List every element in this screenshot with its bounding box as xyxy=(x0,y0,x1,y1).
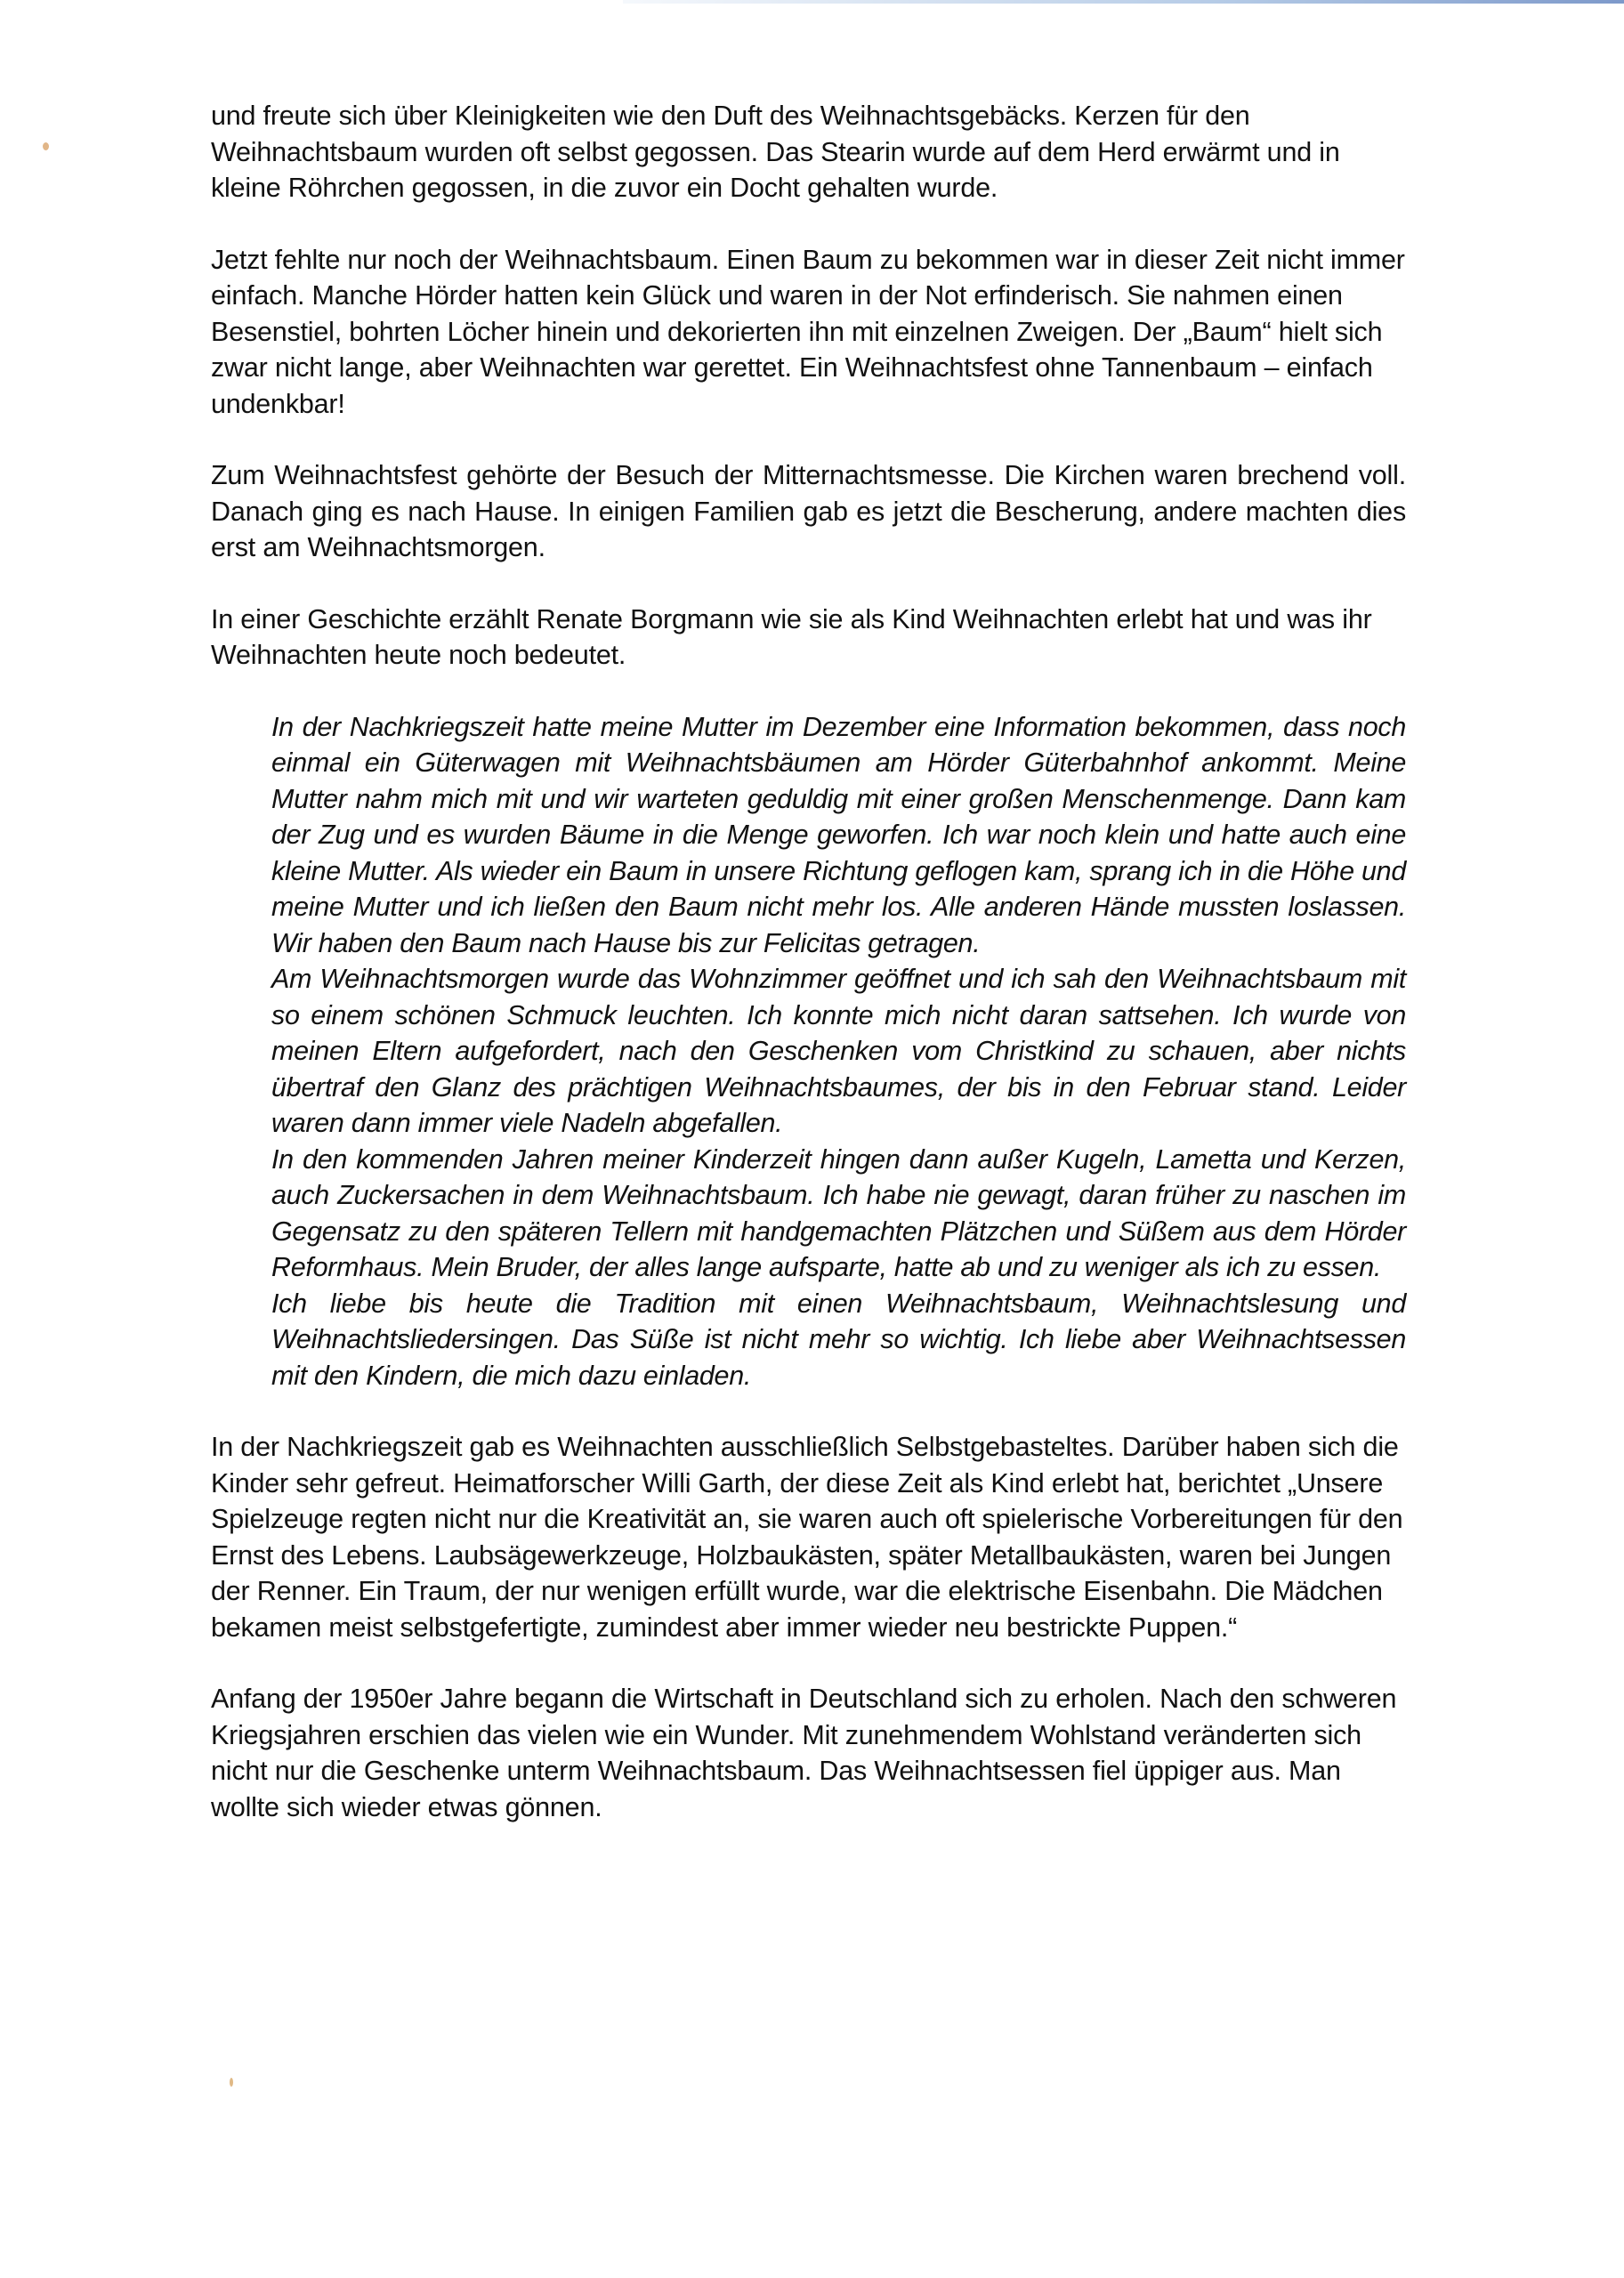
block-quote-renate-borgmann xyxy=(271,709,1406,1394)
paper-speck xyxy=(43,142,49,150)
paragraph-christmas-tree: Jetzt fehlte nur noch der Weihnachtsbaum. Einen Baum zu bekommen war in dieser Zeit nicht immer einfach. Manche Hörder hatten kein Glück und waren in der Not erfinderisch. Sie nahmen einen Besenstiel, bohrten Löcher hinein und dekorierten ihn mit einzelnen Zweigen. Der „Baum“ hielt sich zwar nicht lange, aber Weihnachten war gerettet. Ein Weihnachtsfest ohne Tannenbaum – einfach undenkbar! xyxy=(211,244,1405,419)
paper-speck xyxy=(230,2078,233,2087)
document-page xyxy=(211,98,1406,1861)
paragraph-midnight-mass: Zum Weihnachtsfest gehörte der Besuch der Mitternachtsmesse. Die Kirchen waren brechend voll. Danach ging es nach Hause. In einigen Familien gab es jetzt die Bescherung, andere machten dies erst am Weihnachtsmorgen. xyxy=(211,460,1406,562)
quote-paragraph-christmas-morning: Am Weihnachtsmorgen wurde das Wohnzimmer geöffnet und ich sah den Weihnachtsbaum mit so einem schönen Schmuck leuchten. Ich konnte mich nicht daran sattsehen. Ich wurde von meinen Eltern aufgefordert, nach den Geschenken vom Christkind zu schauen, aber nichts übertraf den Glanz des prächtigen Weihnachtsbaumes, der bis in den Februar stand. Leider waren dann immer viele Nadeln abgefallen. xyxy=(271,964,1406,1138)
quote-paragraph-train: In der Nachkriegszeit hatte meine Mutter im Dezember eine Information bekommen, dass noch einmal ein Güterwagen mit Weihnachtsbäumen am Hörder Güterbahnhof ankommt. Meine Mutter nahm mich mit und wir warteten geduldig mit einer großen Menschenmenge. Dann kam der Zug und es wurden Bäume in die Menge geworfen. Ich war noch klein und hatte auch eine kleine Mutter. Als wieder ein Baum in unsere Richtung geflogen kam, sprang ich in die Höhe und meine Mutter und ich ließen den Baum nicht mehr los. Alle anderen Hände mussten loslassen. Wir haben den Baum nach Hause bis zur Felicitas getragen. xyxy=(271,711,1406,958)
scan-edge-artifact xyxy=(623,0,1624,4)
quote-paragraph-sweets: In den kommenden Jahren meiner Kinderzeit hingen dann außer Kugeln, Lametta und Kerzen, auch Zuckersachen in dem Weihnachtsbaum. Ich habe nie gewagt, daran früher zu naschen im Gegensatz zu den späteren Tellern mit handgemachten Plätzchen und Süßem aus dem Hörder Reformhaus. Mein Bruder, der alles lange aufsparte, hatte ab und zu weniger als ich zu essen. xyxy=(271,1143,1406,1282)
paragraph-story-intro: In einer Geschichte erzählt Renate Borgmann wie sie als Kind Weihnachten erlebt hat und was ihr Weihnachten heute noch bedeutet. xyxy=(211,603,1372,670)
paragraph-1950s: Anfang der 1950er Jahre begann die Wirtschaft in Deutschland sich zu erholen. Nach den schweren Kriegsjahren erschien das vielen wie ein Wunder. Mit zunehmendem Wohlstand veränderten sich nicht nur die Geschenke unterm Weihnachtsbaum. Das Weihnachtsessen fiel üppiger aus. Man wollte sich wieder etwas gönnen. xyxy=(211,1684,1397,1822)
paragraph-candles: und freute sich über Kleinigkeiten wie den Duft des Weihnachtsgebäcks. Kerzen für den Weihnachtsbaum wurden oft selbst gegossen. Das Stearin wurde auf dem Herd erwärmt und in kleine Röhrchen gegossen, in die zuvor ein Docht gehalten wurde. xyxy=(211,101,1340,203)
paragraph-handmade-toys: In der Nachkriegszeit gab es Weihnachten ausschließlich Selbstgebasteltes. Darüber haben sich die Kinder sehr gefreut. Heimatforscher Willi Garth, der diese Zeit als Kind erlebt hat, berichtet „Unsere Spielzeuge regten nicht nur die Kreativität an, sie waren auch oft spielerische Vorbereitungen für den Ernst des Lebens. Laubsägewerkzeuge, Holzbaukästen, später Metallbaukästen, waren bei Jungen der Renner. Ein Traum, der nur wenigen erfüllt wurde, war die elektrische Eisenbahn. Die Mädchen bekamen meist selbstgefertigte, zumindest aber immer wieder neu bestrickte Puppen.“ xyxy=(211,1432,1403,1643)
quote-paragraph-tradition: Ich liebe bis heute die Tradition mit einen Weihnachtsbaum, Weihnachtslesung und Weihnachtsliedersingen. Das Süße ist nicht mehr so wichtig. Ich liebe aber Weihnachtsessen mit den Kindern, die mich dazu einladen. xyxy=(271,1288,1406,1391)
